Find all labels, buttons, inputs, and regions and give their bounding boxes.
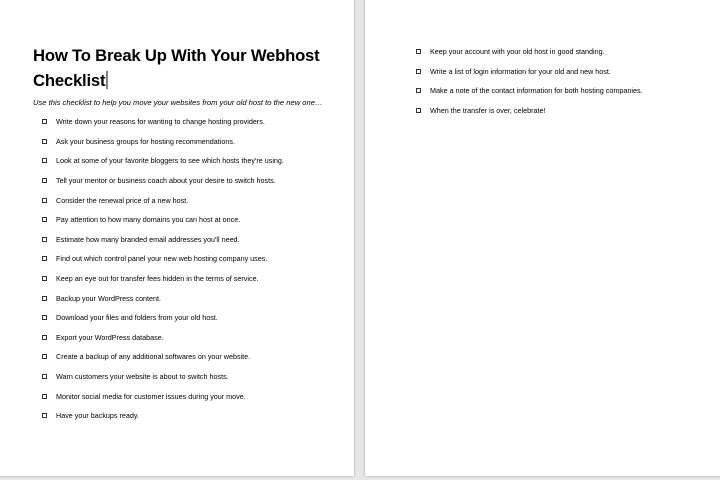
checklist-item-text[interactable]: Write a list of login information for your old and new host. bbox=[430, 66, 611, 76]
checklist-item[interactable] bbox=[42, 132, 284, 152]
checklist-item-text[interactable]: Keep an eye out for transfer fees hidden in the terms of service. bbox=[56, 274, 259, 284]
checklist-item-text[interactable]: Download your files and folders from your old host. bbox=[56, 313, 218, 323]
checklist-item[interactable] bbox=[42, 386, 284, 406]
checklist-item[interactable] bbox=[42, 230, 284, 250]
checkbox-icon bbox=[42, 374, 47, 379]
checklist-item-text[interactable]: Have your backups ready. bbox=[56, 411, 139, 421]
checklist-item[interactable] bbox=[416, 101, 643, 121]
checklist-item-text[interactable]: Make a note of the contact information for both hosting companies. bbox=[430, 86, 643, 96]
checkbox-icon bbox=[42, 217, 47, 222]
checkbox-icon bbox=[42, 413, 47, 418]
checkbox-icon bbox=[42, 237, 47, 242]
page-title-line2[interactable] bbox=[33, 71, 107, 91]
checklist-item-text[interactable]: Find out which control panel your new web hosting company uses. bbox=[56, 254, 268, 264]
checkbox-icon bbox=[42, 354, 47, 359]
checklist-item-text[interactable]: Warn customers your website is about to switch hosts. bbox=[56, 372, 229, 382]
checklist-item[interactable] bbox=[42, 269, 284, 289]
checklist-item[interactable] bbox=[42, 171, 284, 191]
checklist-item[interactable] bbox=[42, 367, 284, 387]
checklist-item[interactable] bbox=[42, 210, 284, 230]
checklist-item-text[interactable]: Tell your mentor or business coach about your desire to switch hosts. bbox=[56, 176, 276, 186]
checkbox-icon bbox=[42, 119, 47, 124]
checklist-item-text[interactable]: Look at some of your favorite bloggers to see which hosts they're using. bbox=[56, 156, 284, 166]
checklist-item-text[interactable]: Export your WordPress database. bbox=[56, 332, 164, 342]
checklist-item[interactable] bbox=[42, 347, 284, 367]
checklist-item-text[interactable]: Ask your business groups for hosting recommendations. bbox=[56, 136, 235, 146]
checklist-item[interactable] bbox=[416, 62, 643, 82]
checklist-item[interactable] bbox=[42, 406, 284, 426]
checklist-item[interactable] bbox=[42, 151, 284, 171]
checkbox-icon bbox=[42, 198, 47, 203]
checklist-item[interactable] bbox=[42, 288, 284, 308]
checklist-item-text[interactable]: Monitor social media for customer issues during your move. bbox=[56, 391, 246, 401]
checkbox-icon bbox=[42, 256, 47, 261]
page-title-line2-text[interactable]: Checklist bbox=[33, 71, 106, 90]
checklist-item-text[interactable]: Backup your WordPress content. bbox=[56, 293, 161, 303]
checklist-item-text[interactable]: When the transfer is over, celebrate! bbox=[430, 106, 546, 116]
checklist-item[interactable] bbox=[42, 190, 284, 210]
checklist-item[interactable] bbox=[42, 308, 284, 328]
checkbox-icon bbox=[42, 335, 47, 340]
checklist-item-text[interactable]: Create a backup of any additional softwares on your website. bbox=[56, 352, 251, 362]
checklist-item-text[interactable]: Write down your reasons for wanting to change hosting providers. bbox=[56, 117, 265, 127]
checklist-left bbox=[42, 112, 284, 426]
checklist-right bbox=[416, 42, 643, 120]
checkbox-icon bbox=[42, 276, 47, 281]
checkbox-icon bbox=[42, 296, 47, 301]
checklist-item-text[interactable]: Keep your account with your old host in good standing. bbox=[430, 47, 605, 57]
page-title-line1[interactable]: How To Break Up With Your Webhost bbox=[33, 46, 320, 65]
checklist-item[interactable] bbox=[416, 42, 643, 62]
checkbox-icon bbox=[42, 158, 47, 163]
checkbox-icon bbox=[416, 108, 421, 113]
checkbox-icon bbox=[416, 88, 421, 93]
checkbox-icon bbox=[42, 394, 47, 399]
checklist-item-text[interactable]: Consider the renewal price of a new host. bbox=[56, 195, 189, 205]
checkbox-icon bbox=[416, 69, 421, 74]
checklist-item-text[interactable]: Pay attention to how many domains you can host at once. bbox=[56, 215, 241, 225]
checklist-item[interactable] bbox=[42, 112, 284, 132]
checklist-item-text[interactable]: Estimate how many branded email addresses you'll need. bbox=[56, 234, 240, 244]
text-cursor bbox=[106, 71, 107, 89]
checkbox-icon bbox=[416, 49, 421, 54]
checklist-item[interactable] bbox=[42, 328, 284, 348]
intro-text[interactable]: Use this checklist to help you move your websites from your old host to the new one… bbox=[33, 98, 323, 107]
checkbox-icon bbox=[42, 139, 47, 144]
checkbox-icon bbox=[42, 178, 47, 183]
checklist-item[interactable] bbox=[42, 249, 284, 269]
checklist-item[interactable] bbox=[416, 81, 643, 101]
checkbox-icon bbox=[42, 315, 47, 320]
